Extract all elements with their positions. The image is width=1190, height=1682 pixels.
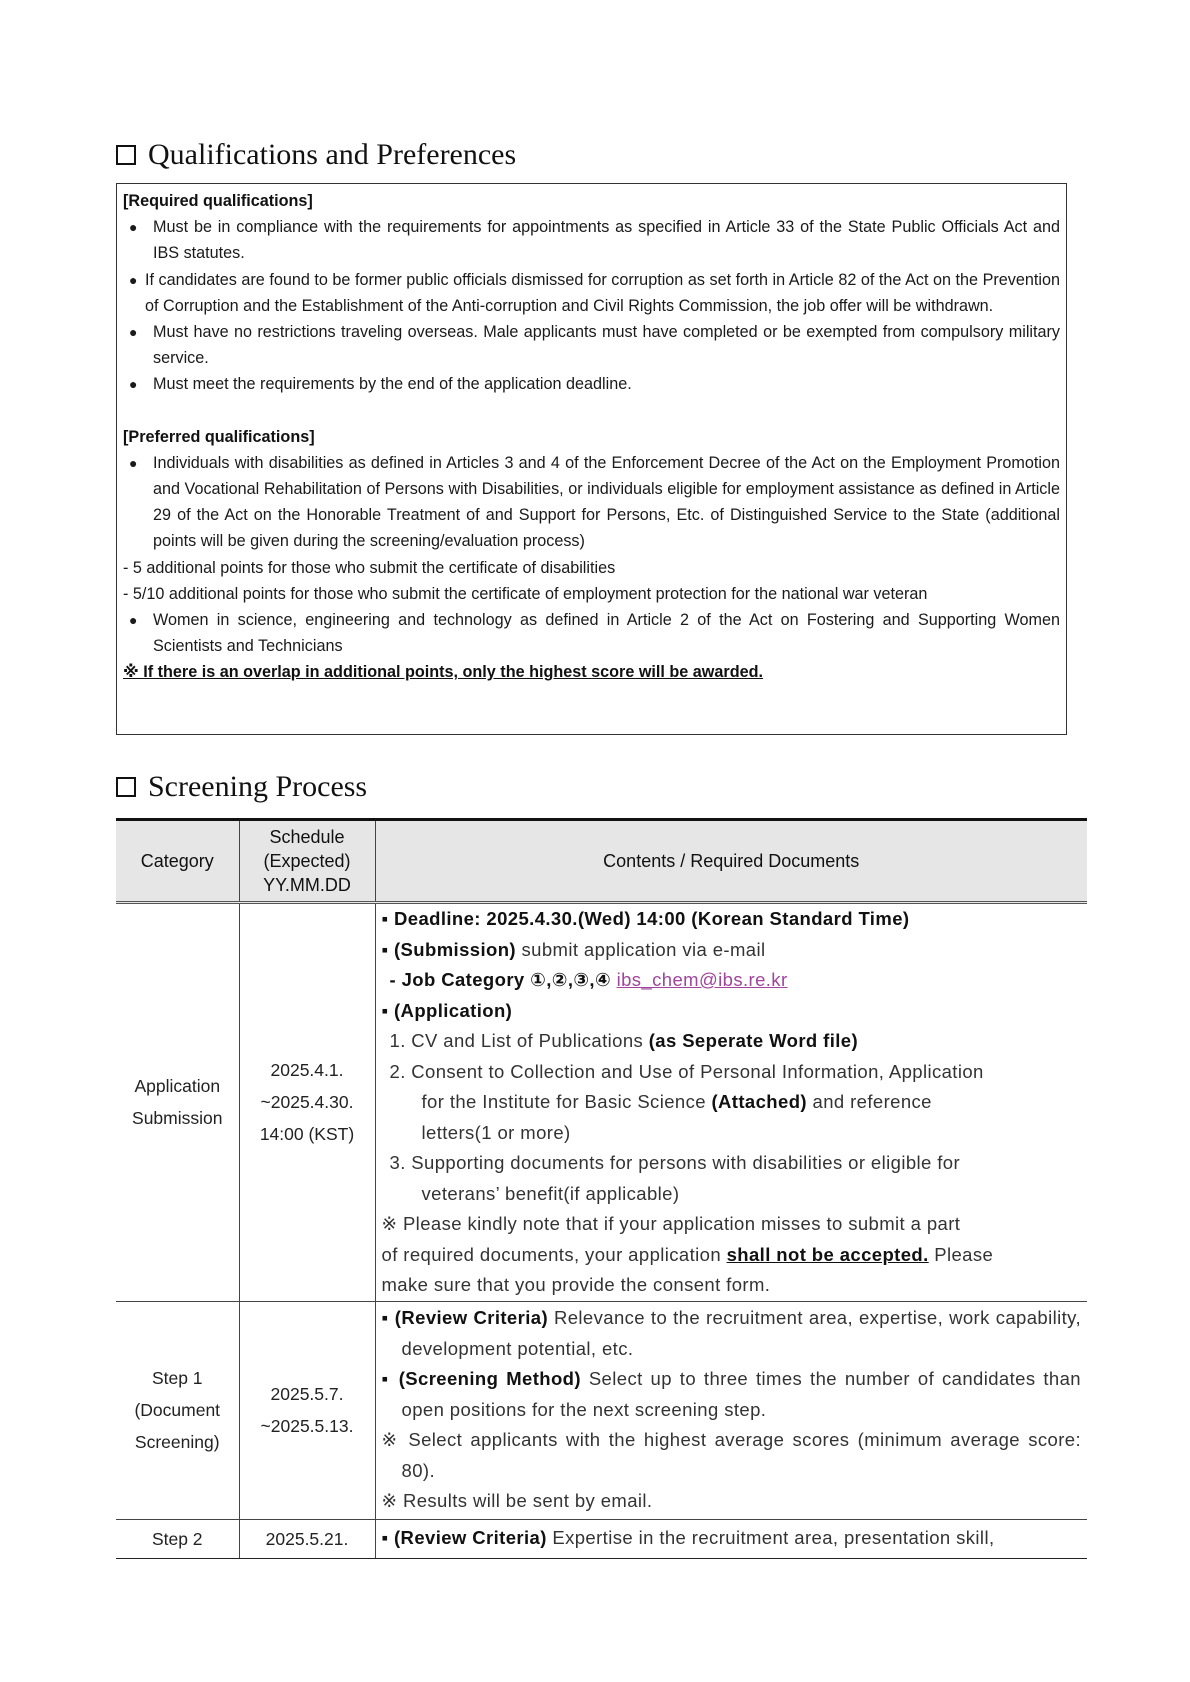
row-category: Step 1 (Document Screening): [116, 1301, 239, 1519]
checkbox-icon: [116, 145, 136, 165]
overlap-note: ※ If there is an overlap in additional points, only the highest score will be awarded.: [123, 663, 763, 682]
preferred-item: ● Individuals with disabilities as defined in Articles 3 and 4 of the Enforcement Decree of the Act on the Employment Promotion and Vocational Rehabilitation of Persons with Disabilities, or individuals eligible for employment assistance as defined in Article 29 of the Act on the Honorable Treatment of and Support for Persons, Etc. of Distinguished Service to the State (additional points will be given during the screening/evaluation process): [123, 450, 1060, 555]
row-contents: [375, 903, 1087, 1302]
doc-item-1: 1. CV and List of Publications (as Seperate Word file): [389, 1030, 859, 1051]
doc-item-3-cont: veterans’ benefit(if applicable): [421, 1182, 680, 1204]
required-item: ● If candidates are found to be former public officials dismissed for corruption as set forth in Article 82 of the Act on the Prevention of Corruption and the Establishment of the Anti-corruption and Civil Rights Commission, the job offer will be withdrawn.: [123, 267, 1060, 319]
note-line: of required documents, your application shall not be accepted. Please: [381, 1243, 994, 1265]
bullet-icon: ●: [129, 454, 138, 471]
qualifications-heading-text: Qualifications and Preferences: [148, 138, 517, 171]
screening-method: ▪ (Screening Method) Select up to three times the number of candidates than open positions for the next screening step.: [381, 1368, 1081, 1420]
note-line: make sure that you provide the consent form.: [381, 1274, 771, 1295]
table-row: [116, 1519, 1087, 1558]
required-qualifications-label: [Required qualifications]: [123, 192, 313, 210]
submission-line: ▪ (Submission) submit application via e-mail: [381, 938, 766, 960]
qualifications-box: [116, 183, 1067, 735]
deadline-line: ▪ Deadline: 2025.4.30.(Wed) 14:00 (Korean Standard Time): [381, 908, 910, 929]
row-schedule: 2025.5.21.: [239, 1519, 375, 1558]
header-category: Category: [116, 820, 239, 903]
row-schedule: 2025.4.1. ~2025.4.30. 14:00 (KST): [239, 903, 375, 1302]
bullet-icon: ●: [129, 324, 138, 341]
checkbox-icon: [116, 777, 136, 797]
required-item: ● Must have no restrictions traveling overseas. Male applicants must have completed or be exempted from compulsory military service.: [123, 319, 1060, 371]
note-line: ※ Please kindly note that if your application misses to submit a part: [381, 1213, 961, 1234]
doc-item-3: 3. Supporting documents for persons with disabilities or eligible for: [389, 1152, 961, 1173]
row-category: Step 2: [116, 1519, 239, 1558]
review-criteria: ▪ (Review Criteria) Relevance to the recruitment area, expertise, work capability, development potential, etc.: [381, 1307, 1081, 1359]
bullet-icon: ●: [129, 219, 138, 236]
table-row: [116, 903, 1087, 1302]
preferred-subitem: - 5 additional points for those who submit the certificate of disabilities: [123, 558, 616, 577]
doc-item-2-cont: letters(1 or more): [421, 1121, 571, 1143]
application-label: ▪ (Application): [381, 999, 513, 1021]
note-line: ※ Select applicants with the highest average scores (minimum average score: 80).: [381, 1429, 1081, 1481]
doc-item-2-cont: for the Institute for Basic Science (Attached) and reference: [421, 1091, 932, 1112]
bullet-icon: ●: [129, 376, 138, 393]
preferred-item: ● Women in science, engineering and technology as defined in Article 2 of the Act on Fostering and Supporting Women Scientists and Technicians: [123, 607, 1060, 659]
screening-table: [116, 818, 1087, 1559]
header-schedule: Schedule (Expected) YY.MM.DD: [239, 820, 375, 903]
preferred-subitem: - 5/10 additional points for those who submit the certificate of employment protection for the national war veteran: [123, 584, 928, 603]
note-line: ※ Results will be sent by email.: [381, 1490, 653, 1512]
qualifications-heading: [116, 138, 516, 172]
screening-heading-text: Screening Process: [148, 770, 368, 803]
header-contents: Contents / Required Documents: [375, 820, 1087, 903]
screening-heading: [116, 770, 367, 804]
row-contents: [375, 1301, 1087, 1519]
required-item: ● Must meet the requirements by the end of the application deadline.: [123, 371, 1060, 397]
row-category: Application Submission: [116, 903, 239, 1302]
row-schedule: 2025.5.7. ~2025.5.13.: [239, 1301, 375, 1519]
table-row: [116, 1301, 1087, 1519]
email-link[interactable]: ibs_chem@ibs.re.kr: [616, 969, 788, 990]
row-contents: ▪ (Review Criteria) Expertise in the recruitment area, presentation skill,: [375, 1519, 1087, 1558]
bullet-icon: ●: [129, 271, 138, 288]
bullet-icon: ●: [129, 612, 138, 629]
doc-item-2: 2. Consent to Collection and Use of Personal Information, Application: [389, 1060, 984, 1082]
preferred-qualifications-label: [Preferred qualifications]: [123, 427, 315, 446]
job-category-line: - Job Category ①,②,③,④ ibs_chem@ibs.re.kr: [389, 969, 788, 990]
required-item: ● Must be in compliance with the requirements for appointments as specified in Article 33 of the State Public Officials Act and IBS statutes.: [123, 214, 1060, 266]
table-header-row: [116, 820, 1087, 903]
